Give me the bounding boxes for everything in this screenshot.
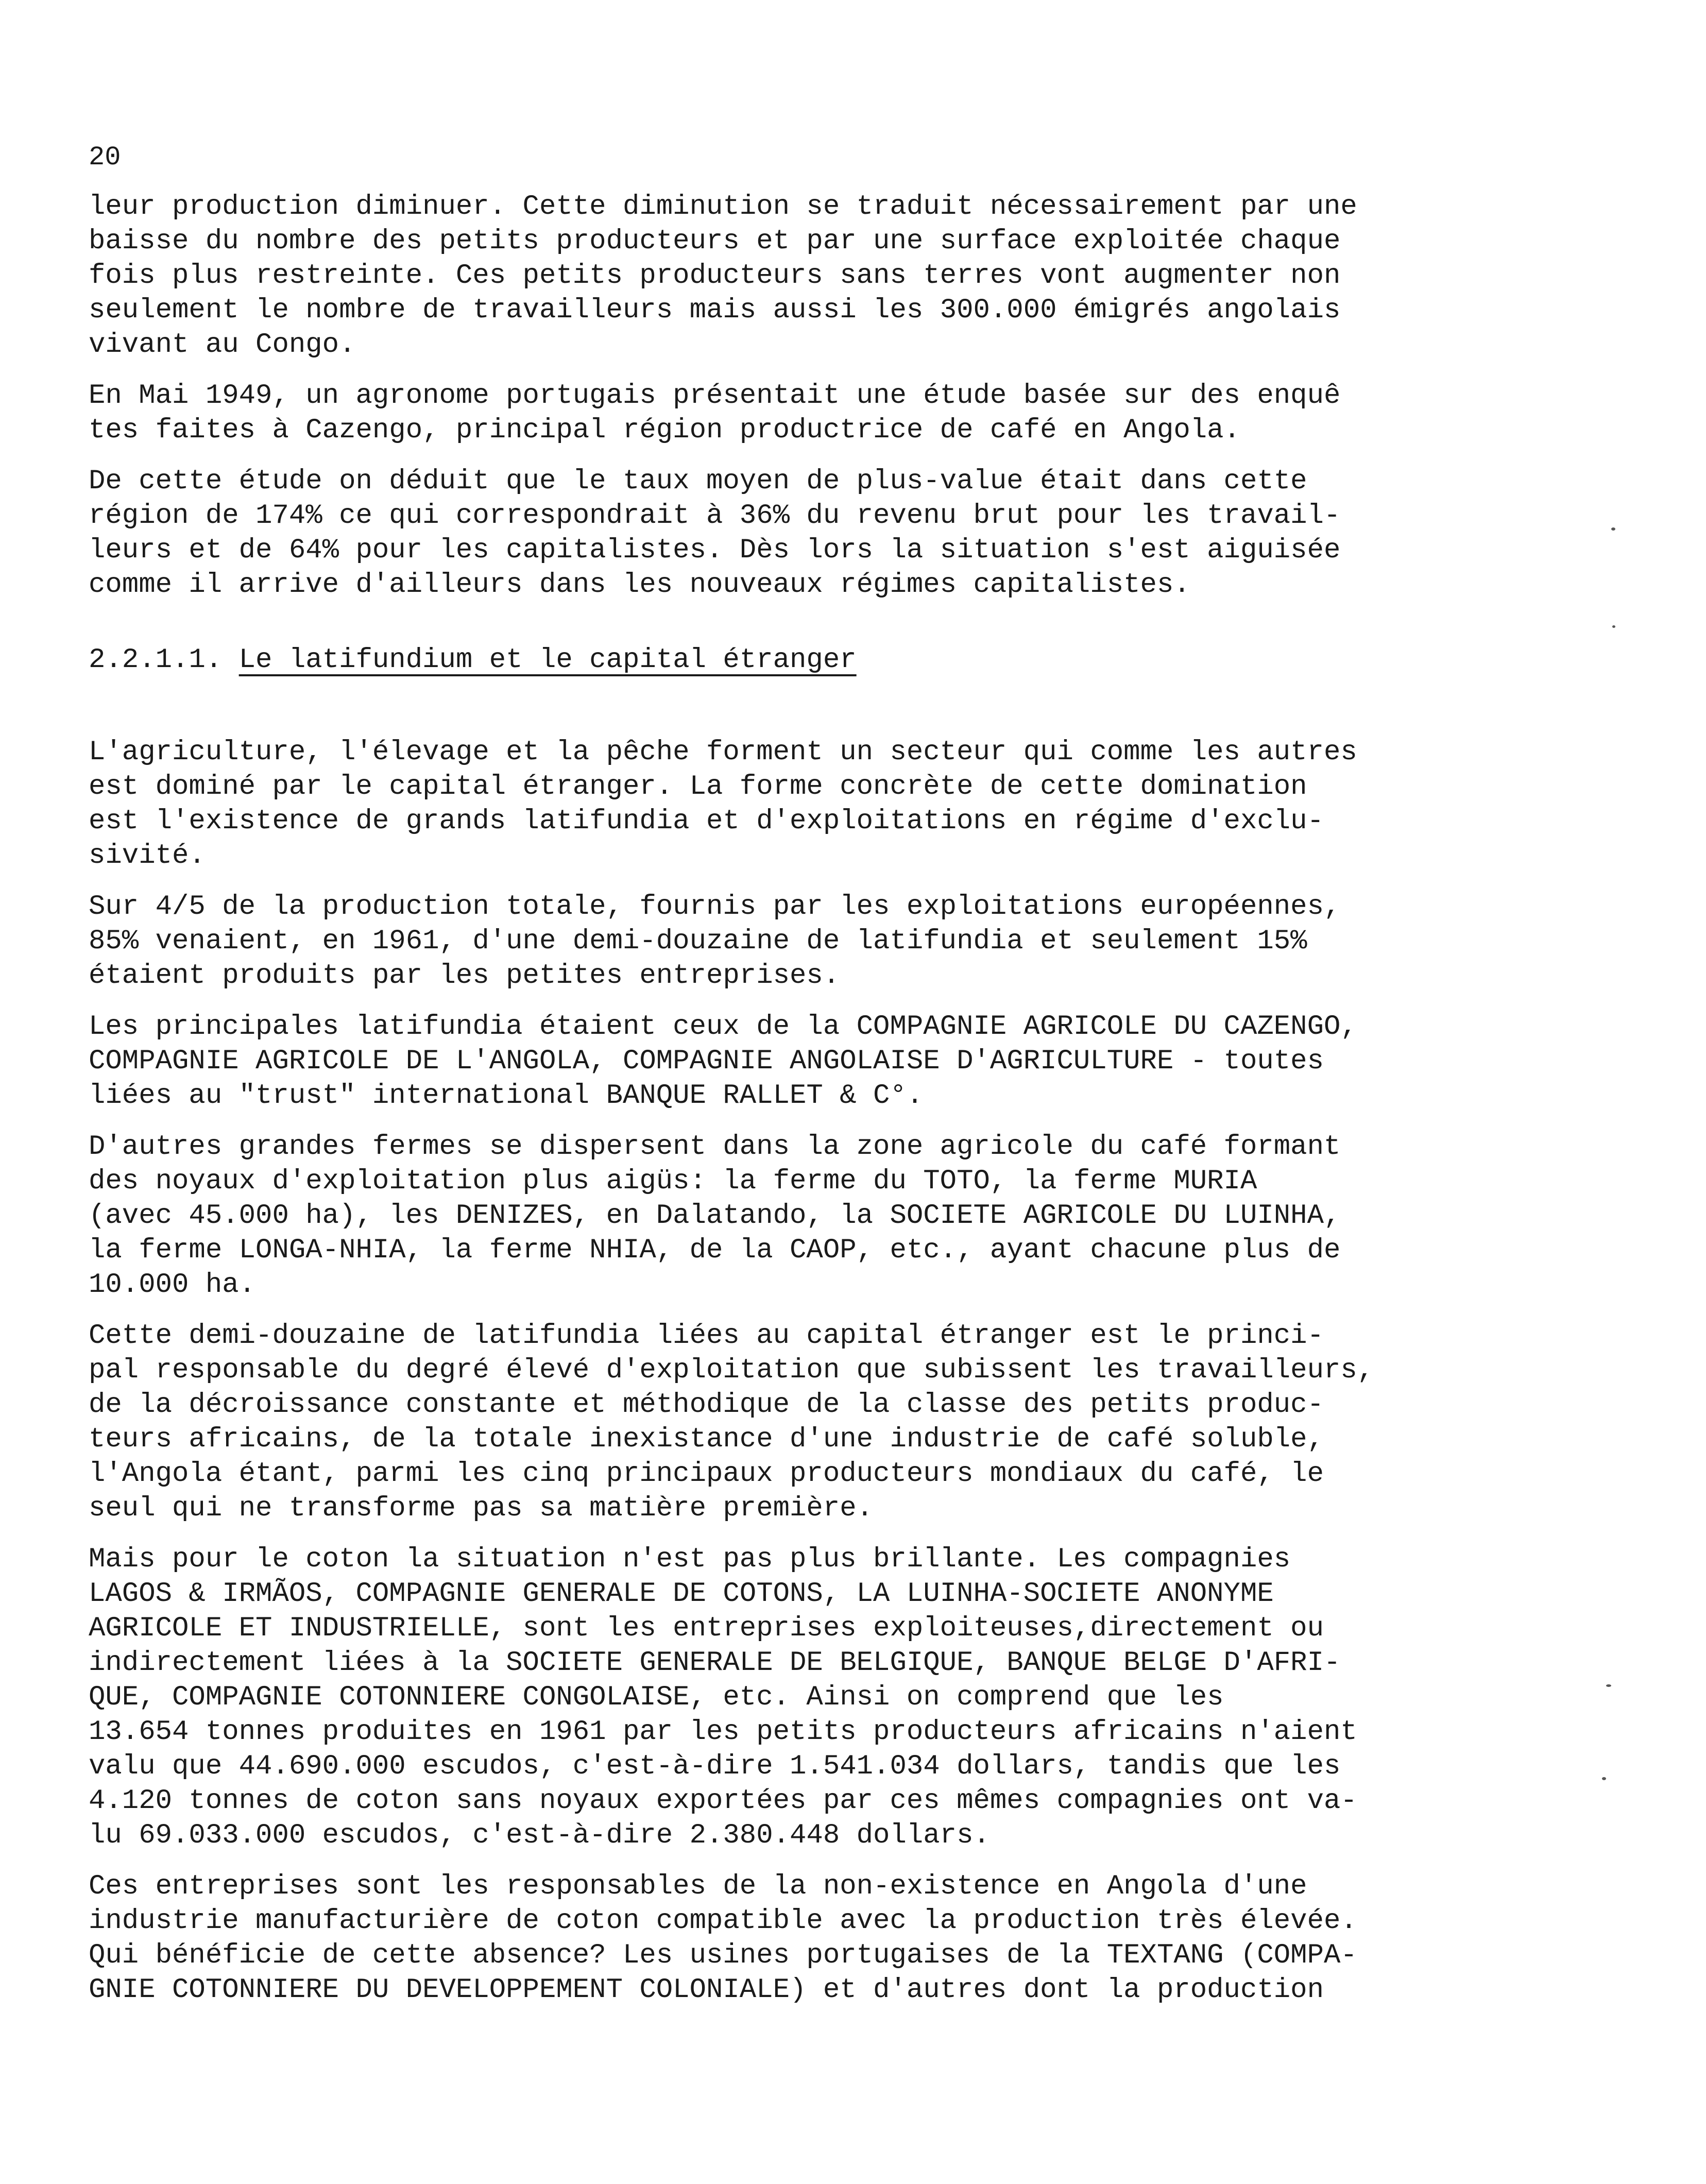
section-paragraph-2: [89, 890, 1397, 993]
scan-speck: [1611, 527, 1615, 531]
section-paragraph-5: [89, 1319, 1397, 1526]
text-line: seul qui ne transforme pas sa matière première.: [89, 1493, 874, 1524]
section-paragraph-7: [89, 1869, 1397, 2007]
text-line: Les principales latifundia étaient ceux de la COMPAGNIE AGRICOLE DU CAZENGO,: [89, 1011, 1357, 1043]
text-line: liées au "trust" international BANQUE RALLET & C°.: [89, 1080, 924, 1112]
scan-speck: [1602, 1777, 1606, 1780]
text-line: (avec 45.000 ha), les DENIZES, en Dalatando, la SOCIETE AGRICOLE DU LUINHA,: [89, 1200, 1341, 1232]
text-line: 4.120 tonnes de coton sans noyaux exportées par ces mêmes compagnies ont va-: [89, 1785, 1357, 1817]
text-line: est dominé par le capital étranger. La forme concrète de cette domination: [89, 771, 1307, 803]
text-line: LAGOS & IRMÃOS, COMPAGNIE GENERALE DE COTONS, LA LUINHA-SOCIETE ANONYME: [89, 1578, 1274, 1610]
text-line: de la décroissance constante et méthodique de la classe des petits produc-: [89, 1389, 1324, 1421]
section-title: Le latifundium et le capital étranger: [238, 644, 857, 676]
section-paragraph-4: [89, 1130, 1397, 1302]
text-line: seulement le nombre de travailleurs mais aussi les 300.000 émigrés angolais: [89, 295, 1341, 326]
text-line: Sur 4/5 de la production totale, fournis par les exploitations européennes,: [89, 891, 1341, 923]
text-line: tes faites à Cazengo, principal région productrice de café en Angola.: [89, 415, 1240, 446]
text-line: Qui bénéficie de cette absence? Les usines portugaises de la TEXTANG (COMPA-: [89, 1940, 1357, 1971]
text-line: 10.000 ha.: [89, 1269, 256, 1301]
paragraph-2: [89, 379, 1397, 448]
text-line: Ces entreprises sont les responsables de la non-existence en Angola d'une: [89, 1871, 1307, 1902]
text-line: L'agriculture, l'élevage et la pêche forment un secteur qui comme les autres: [89, 737, 1357, 768]
text-line: D'autres grandes fermes se dispersent dans la zone agricole du café formant: [89, 1131, 1341, 1163]
text-line: vivant au Congo.: [89, 329, 356, 361]
text-line: valu que 44.690.000 escudos, c'est-à-dire 1.541.034 dollars, tandis que les: [89, 1751, 1341, 1782]
text-line: 85% venaient, en 1961, d'une demi-douzaine de latifundia et seulement 15%: [89, 926, 1307, 957]
text-line: QUE, COMPAGNIE COTONNIERE CONGOLAISE, etc. Ainsi on comprend que les: [89, 1682, 1224, 1713]
section-paragraph-6: [89, 1542, 1397, 1853]
text-line: étaient produits par les petites entreprises.: [89, 960, 840, 992]
text-line: comme il arrive d'ailleurs dans les nouveaux régimes capitalistes.: [89, 569, 1190, 601]
text-line: leur production diminuer. Cette diminution se traduit nécessairement par une: [89, 191, 1357, 223]
text-line: COMPAGNIE AGRICOLE DE L'ANGOLA, COMPAGNIE ANGOLAISE D'AGRICULTURE - toutes: [89, 1046, 1324, 1077]
text-line: sivité.: [89, 840, 206, 872]
text-line: est l'existence de grands latifundia et d'exploitations en régime d'exclu-: [89, 806, 1324, 837]
text-line: indirectement liées à la SOCIETE GENERALE DE BELGIQUE, BANQUE BELGE D'AFRI-: [89, 1647, 1341, 1679]
text-line: GNIE COTONNIERE DU DEVELOPPEMENT COLONIALE) et d'autres dont la production: [89, 1974, 1324, 2006]
text-line: Mais pour le coton la situation n'est pas plus brillante. Les compagnies: [89, 1544, 1291, 1575]
text-line: pal responsable du degré élevé d'exploitation que subissent les travailleurs,: [89, 1355, 1374, 1386]
text-line: Cette demi-douzaine de latifundia liées au capital étranger est le princi-: [89, 1320, 1324, 1352]
text-line: l'Angola étant, parmi les cinq principaux producteurs mondiaux du café, le: [89, 1458, 1324, 1490]
section-number: 2.2.1.1.: [89, 644, 223, 676]
text-line: la ferme LONGA-NHIA, la ferme NHIA, de la CAOP, etc., ayant chacune plus de: [89, 1235, 1341, 1266]
text-line: AGRICOLE ET INDUSTRIELLE, sont les entreprises exploiteuses,directement ou: [89, 1613, 1324, 1644]
text-column: [89, 190, 1397, 2024]
text-line: De cette étude on déduit que le taux moyen de plus-value était dans cette: [89, 466, 1307, 497]
text-line: En Mai 1949, un agronome portugais présentait une étude basée sur des enquê: [89, 380, 1341, 412]
text-line: 13.654 tonnes produites en 1961 par les petits producteurs africains n'aient: [89, 1716, 1357, 1748]
text-line: baisse du nombre des petits producteurs et par une surface exploitée chaque: [89, 226, 1341, 257]
paragraph-1: [89, 190, 1397, 362]
page-number: 20: [89, 142, 121, 173]
text-line: des noyaux d'exploitation plus aigüs: la ferme du TOTO, la ferme MURIA: [89, 1166, 1257, 1197]
text-line: lu 69.033.000 escudos, c'est-à-dire 2.380.448 dollars.: [89, 1820, 990, 1851]
text-line: industrie manufacturière de coton compatible avec la production très élevée.: [89, 1905, 1357, 1937]
text-line: teurs africains, de la totale inexistance d'une industrie de café soluble,: [89, 1424, 1324, 1455]
section-heading: [89, 642, 1397, 678]
paragraph-3: [89, 464, 1397, 602]
text-line: région de 174% ce qui correspondrait à 36% du revenu brut pour les travail-: [89, 500, 1341, 532]
text-line: fois plus restreinte. Ces petits producteurs sans terres vont augmenter non: [89, 260, 1341, 292]
section-paragraph-3: [89, 1010, 1397, 1113]
section-paragraph-1: [89, 735, 1397, 873]
scan-speck: [1612, 625, 1615, 628]
text-line: leurs et de 64% pour les capitalistes. Dès lors la situation s'est aiguisée: [89, 535, 1341, 566]
scan-speck: [1606, 1684, 1611, 1687]
